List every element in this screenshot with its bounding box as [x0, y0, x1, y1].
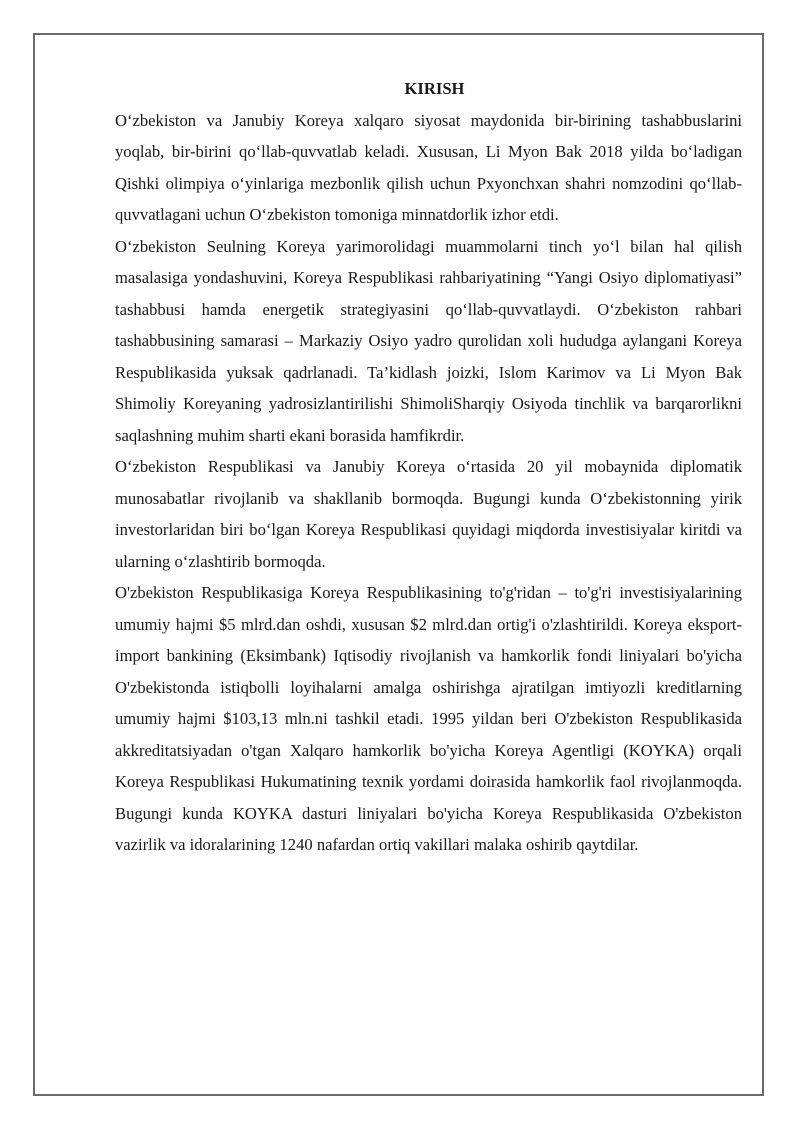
paragraph-4: O'zbekiston Respublikasiga Koreya Respublikasining to'g'ridan – to'g'ri investisiyalarining umumiy hajmi $5 mlrd.dan oshdi, xususan $2 mlrd.dan ortig'i o'zlashtirildi. Koreya eksport-import bankining (Eksimbank) Iqtisodiy rivojlanish va hamkorlik fondi liniyalari bo'yicha O'zbekistonda istiqbolli loyihalarni amalga oshirishga ajratilgan imtiyozli kreditlarning umumiy hajmi $103,13 mln.ni tashkil etadi. 1995 yildan beri O'zbekiston Respublikasida akkreditatsiyadan o'tgan Xalqaro hamkorlik bo'yicha Koreya Agentligi (KOYKA) orqali Koreya Respublikasi Hukumatining texnik yordami doirasida hamkorlik faol rivojlanmoqda. Bugungi kunda KOYKA dasturi liniyalari bo'yicha Koreya Respublikasida O'zbekiston vazirlik va idoralarining 1240 nafardan ortiq vakillari malaka oshirib qaytdilar. — [115, 583, 742, 854]
document-title: KIRISH — [404, 79, 465, 98]
paragraph-2: O‘zbekiston Seulning Koreya yarimorolidagi muammolarni tinch yo‘l bilan hal qilish masalasiga yondashuvini, Koreya Respublikasi rahbariyatining “Yangi Osiyo diplomatiyasi” tashabbusi hamda energetik strategiyasini qo‘llab-quvvatlaydi. O‘zbekiston rahbari tashabbusining samarasi – Markaziy Osiyo yadro qurolidan xoli hududga aylangani Koreya Respublikasida yuksak qadrlanadi. Ta’kidlash joizki, Islom Karimov va Li Myon Bak Shimoliy Koreyaning yadrosizlantirilishi ShimoliSharqiy Osiyoda tinchlik va barqarorlikni saqlashning muhim sharti ekani borasida hamfikrdir. — [115, 236, 742, 445]
paragraph-3: O‘zbekiston Respublikasi va Janubiy Koreya o‘rtasida 20 yil mobaynida diplomatik munosabatlar rivojlanib va shakllanib bormoqda. Bugungi kunda O‘zbekistonning yirik investorlaridan biri bo‘lgan Koreya Respublikasi quyidagi miqdorda investisiyalar kiritdi va ularning o‘zlashtirib bormoqda. — [115, 457, 742, 571]
paragraph-1: O‘zbekiston va Janubiy Koreya xalqaro siyosat maydonida bir-birining tashabbuslarini yoqlab, bir-birini qo‘llab-quvvatlab keladi. Xususan, Li Myon Bak 2018 yilda bo‘ladigan Qishki olimpiya o‘yinlariga mezbonlik qilish uchun Pxyonchxan shahri nomzodini qo‘llab-quvvatlagani uchun O‘zbekiston tomoniga minnatdorlik izhor etdi. — [115, 110, 742, 224]
document-body — [115, 73, 742, 861]
